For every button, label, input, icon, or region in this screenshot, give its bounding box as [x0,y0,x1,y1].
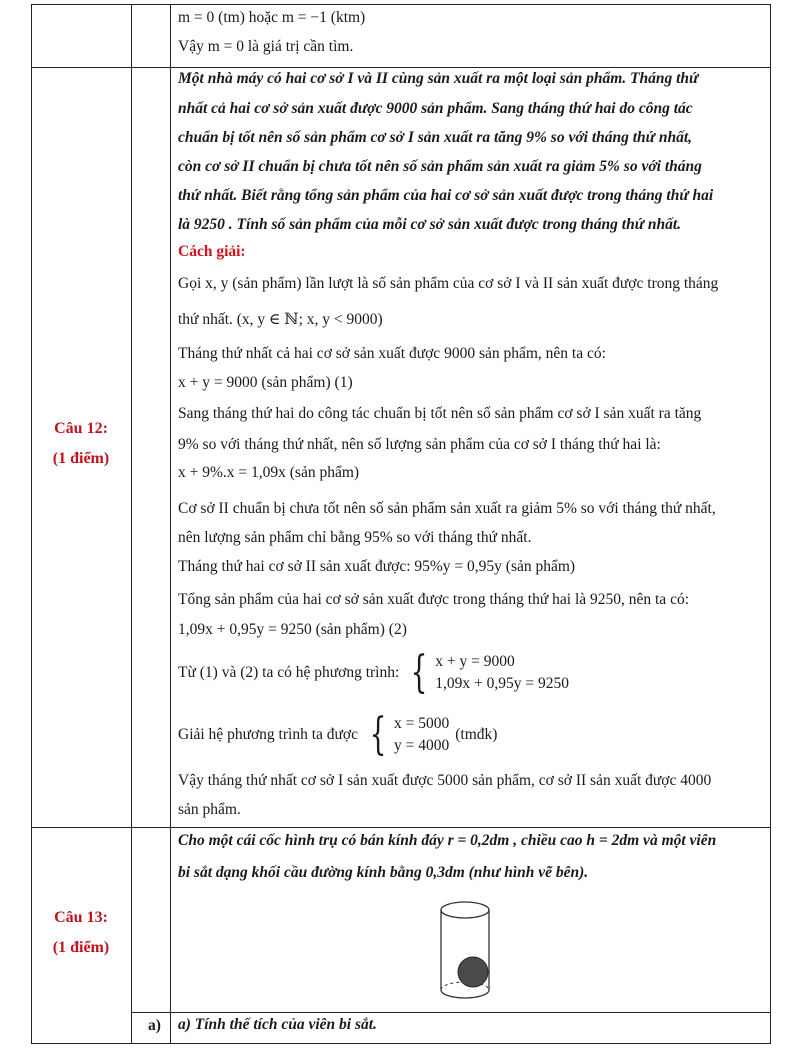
question-13-number: Câu 13: [54,909,108,926]
left-brace-icon: { [410,647,428,698]
prev-answer-line-2: Vậy m = 0 là giá trị cần tìm. [178,38,354,55]
iron-ball-icon [458,957,488,987]
system-eq-2: 1,09x + 0,95y = 9250 [435,675,570,692]
solve-intro: Giải hệ phương trình ta được [178,726,358,743]
part-a-text: a) Tính thể tích của viên bi sắt. [178,1016,377,1033]
question-13-points: (1 điểm) [52,939,110,956]
question-12-points: (1 điểm) [52,450,110,467]
solve-note: (tmđk) [455,726,498,743]
solution-line-3: Tháng thứ nhất cả hai cơ sở sản xuất được 9000 sản phẩm, nên ta có: [178,345,606,362]
q12-text-line-2: nhất cả hai cơ sở sản xuất được 9000 sản phẩm. Sang tháng thứ hai do công tác [178,100,693,117]
solution-line-4: x + y = 9000 (sản phẩm) (1) [178,374,353,391]
solve-eq-1: x = 5000 [393,715,450,732]
solve-eq-2: y = 4000 [393,737,450,754]
solution-line-11: Tổng sản phẩm của hai cơ sở sản xuất được trong tháng thứ hai là 9250, nên ta có: [178,591,690,608]
equation-system-1 [178,647,570,698]
method-heading: Cách giải: [178,243,246,260]
cylinder-cup-figure [430,898,500,1008]
solution-line-10: Tháng thứ hai cơ sở II sản xuất được: 95%y = 0,95y (sản phẩm) [178,558,576,575]
equation-system-2 [178,709,498,760]
system-intro: Từ (1) và (2) ta có hệ phương trình: [178,664,400,681]
system-eq-1: x + y = 9000 [435,653,515,670]
q12-text-line-1: Một nhà máy có hai cơ sở I và II cùng sản xuất ra một loại sản phẩm. Tháng thứ [178,70,699,87]
solution-line-9: nên lượng sản phẩm chỉ bằng 95% so với tháng thứ nhất. [178,529,532,546]
question-12-label [31,414,131,474]
q13-text-line-2: bi sắt dạng khối cầu đường kính bằng 0,3dm (như hình vẽ bên). [178,864,589,881]
q12-text-line-5: thứ nhất. Biết rằng tổng sản phẩm của hai cơ sở sản xuất được trong tháng thứ hai [178,187,714,204]
solution-line-2: thứ nhất. (x, y ∈ ℕ; x, y < 9000) [178,311,383,328]
row-divider-2 [31,827,771,828]
question-13-label [31,903,131,963]
q12-text-line-3: chuẩn bị tốt nên số sản phẩm cơ sở I sản xuất ra tăng 9% so với tháng thứ nhất, [178,129,693,146]
left-brace-icon: { [369,709,387,760]
row-divider-1 [31,67,771,68]
question-12-number: Câu 12: [54,420,108,437]
q12-text-line-4: còn cơ sở II chuẩn bị chưa tốt nên số sản phẩm sản xuất ra giảm 5% so với tháng [178,158,702,175]
solution-line-7: x + 9%.x = 1,09x (sản phẩm) [178,464,360,481]
column-divider-2 [170,4,171,1044]
solution-line-8: Cơ sở II chuẩn bị chưa tốt nên số sản phẩm sản xuất ra giảm 5% so với tháng thứ nhất, [178,500,716,517]
solution-line-5: Sang tháng thứ hai do công tác chuẩn bị tốt nên số sản phẩm cơ sở I sản xuất ra tăng [178,405,702,422]
row-divider-3 [131,1012,771,1013]
q13-text-line-1: Cho một cái cốc hình trụ có bán kính đáy r = 0,2dm , chiều cao h = 2dm và một viên [178,832,717,849]
solution-line-12: 1,09x + 0,95y = 9250 (sản phẩm) (2) [178,621,407,638]
conclusion-line-2: sản phẩm. [178,801,241,818]
conclusion-line-1: Vậy tháng thứ nhất cơ sở I sản xuất được 5000 sản phẩm, cơ sở II sản xuất được 4000 [178,772,712,789]
part-a-label: a) [148,1017,161,1034]
solution-line-6: 9% so với tháng thứ nhất, nên số lượng sản phẩm của cơ sở I tháng thứ hai là: [178,436,661,453]
solution-line-1: Gọi x, y (sản phẩm) lần lượt là số sản phẩm của cơ sở I và II sản xuất được trong tháng [178,275,719,292]
q12-text-line-6: là 9250 . Tính số sản phẩm của mỗi cơ sở sản xuất được trong tháng thứ nhất. [178,216,682,233]
prev-answer-line-1: m = 0 (tm) hoặc m = −1 (ktm) [178,9,366,26]
column-divider-1 [131,4,132,1044]
